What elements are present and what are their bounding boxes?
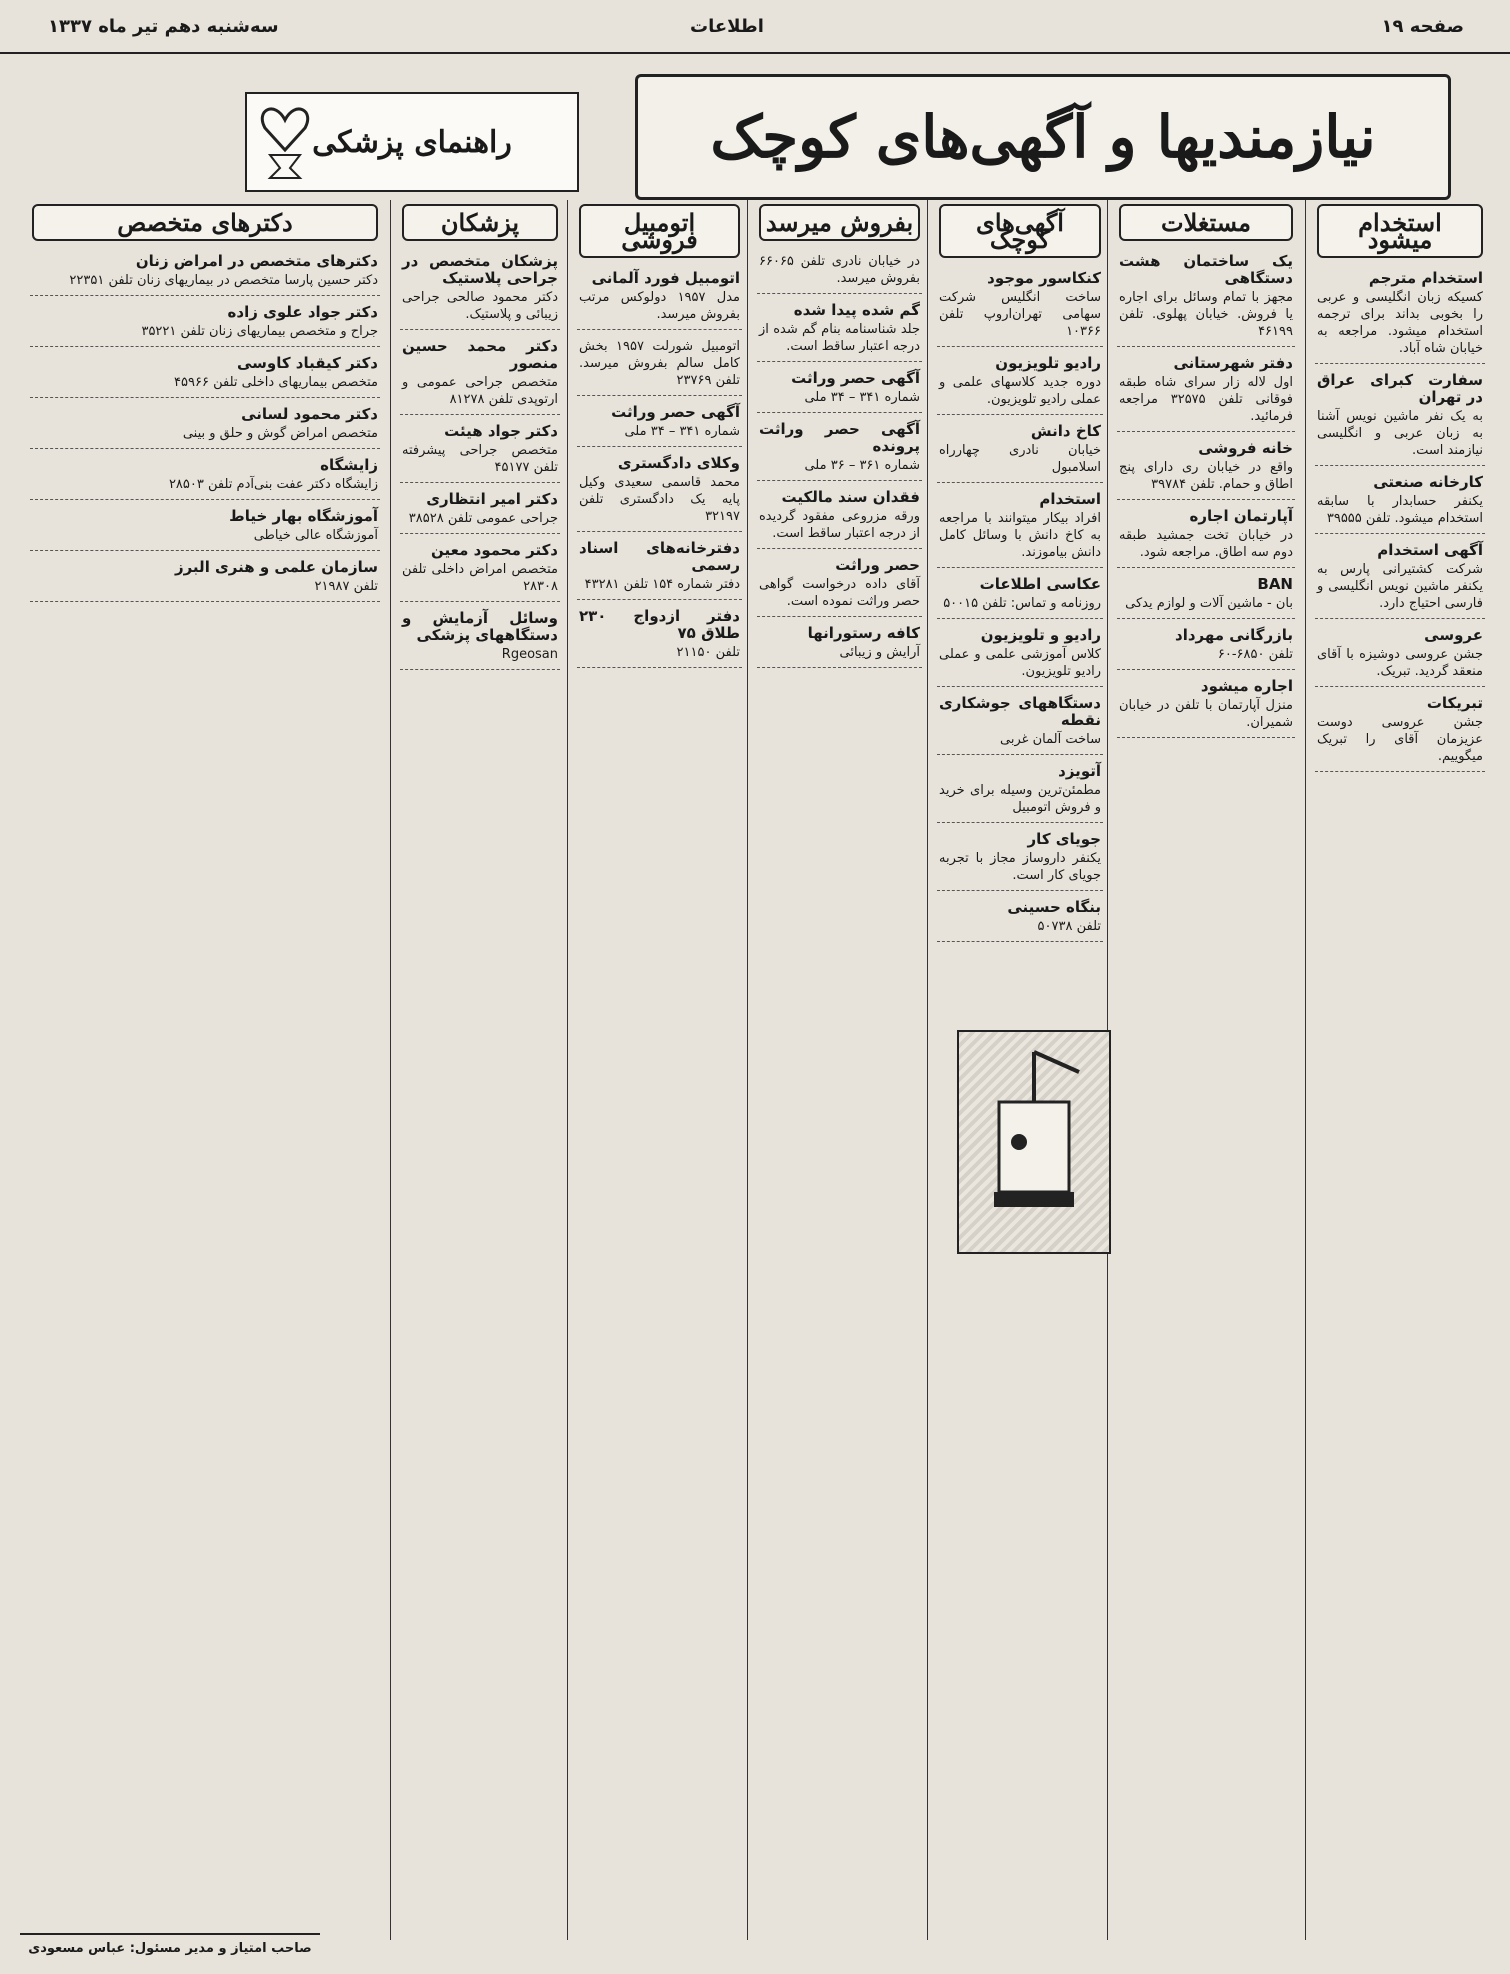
welding-machine-illustration: [957, 1030, 1111, 1254]
ad-body: کسیکه زبان انگلیسی و عربی را بخوبی بداند برای ترجمه استخدام میشود. مراجعه به خیابان شاه آباد.: [1317, 290, 1483, 356]
ad-heading: BAN: [1257, 575, 1293, 593]
classified-ad: [937, 691, 1103, 755]
ad-body: زایشگاه دکتر عفت بنی‌آدم تلفن ۲۸۵۰۳: [168, 477, 378, 492]
ad-body: تلفن ۲۱۱۵۰: [676, 645, 740, 660]
ad-body: مطمئن‌ترین وسیله برای خرید و فروش اتومبیل: [939, 783, 1101, 815]
classified-ad: [30, 453, 380, 500]
ad-body: دکتر محمود صالحی جراحی زیبائی و پلاستیک.: [402, 290, 558, 322]
ad-heading: کنکاسور موجود: [987, 269, 1101, 287]
ad-body: خیابان نادری چهارراه اسلامبول: [939, 443, 1101, 475]
ad-heading: آگهی حصر وراثت: [791, 369, 920, 387]
ad-body: جشن عروسی دوست عزیزمان آقای را تبریک میگوییم.: [1317, 715, 1483, 764]
classified-ad: [757, 621, 922, 668]
ad-body: جراحی عمومی تلفن ۳۸۵۲۸: [408, 511, 558, 526]
ad-body: متخصص امراض داخلی تلفن ۲۸۳۰۸: [402, 562, 558, 594]
classified-ad: [937, 572, 1103, 619]
column-physicians: [400, 200, 560, 1940]
ad-body: شماره ۳۴۱ – ۳۴ ملی: [804, 390, 920, 405]
classified-ad: [1117, 249, 1295, 347]
ad-heading: رادیو و تلویزیون: [980, 626, 1101, 644]
classified-ad: [1117, 623, 1295, 670]
ad-body: متخصص بیماریهای داخلی تلفن ۴۵۹۶۶: [174, 375, 378, 390]
classified-ad: [937, 623, 1103, 687]
classified-ad: [937, 351, 1103, 415]
classified-ad: [30, 555, 380, 602]
ad-body: متخصص جراحی پیشرفته تلفن ۴۵۱۷۷: [402, 443, 558, 475]
ad-body: ورقه مزروعی مفقود گردیده از درجه اعتبار ساقط است.: [759, 509, 920, 541]
ad-heading: آپارتمان اجاره: [1189, 507, 1293, 525]
classified-ad: [30, 300, 380, 347]
classified-ad: [1117, 436, 1295, 500]
ad-body: در خیابان تخت جمشید طبقه دوم سه اطاق. مراجعه شود.: [1119, 528, 1293, 560]
ad-body: در خیابان نادری تلفن ۶۶۰۶۵ بفروش میرسد.: [759, 254, 920, 286]
classified-ad: [400, 538, 560, 602]
ad-heading: وسائل آزمایش و دستگاههای پزشکی: [402, 609, 558, 644]
ad-heading: اتومبیل فورد آلمانی: [591, 269, 740, 287]
classified-ad: [1117, 572, 1295, 619]
ad-heading: عکاسی اطلاعات: [979, 575, 1101, 593]
column-cars: [577, 200, 742, 1940]
column-title: آگهی‌های کوچک: [939, 204, 1101, 258]
ad-body: متخصص جراحی عمومی و ارتوپدی تلفن ۸۱۲۷۸: [402, 375, 558, 407]
ad-heading: سازمان علمی و هنری البرز: [174, 558, 378, 576]
classified-ad: [937, 419, 1103, 483]
ad-body: جشن عروسی دوشیزه با آقای منعقد گردید. تبریک.: [1317, 647, 1483, 679]
column-title: پزشکان: [402, 204, 558, 241]
ad-body: متخصص امراض گوش و حلق و بینی: [182, 426, 378, 441]
ad-body: آموزشگاه عالی خیاطی: [253, 528, 378, 543]
classified-ad: [757, 298, 922, 362]
ad-body: روزنامه و تماس: تلفن ۵۰۰۱۵: [943, 596, 1101, 611]
column-real-estate: [1117, 200, 1295, 1940]
ad-heading: دکتر جواد هیئت: [444, 422, 558, 440]
footer-credit: صاحب امتیاز و مدیر مسئول: عباس مسعودی: [20, 1933, 320, 1956]
ad-heading: دکتر محمود لسانی: [241, 405, 378, 423]
classified-ad: [1117, 674, 1295, 738]
ad-body: آرایش و زیبائی: [839, 645, 920, 660]
classified-ad: [757, 417, 922, 481]
ad-heading: فقدان سند مالکیت: [781, 488, 920, 506]
issue-date: سه‌شنبه دهم تیر ماه ۱۳۳۷: [48, 16, 279, 37]
ad-heading: زایشگاه: [320, 456, 378, 474]
heart-icon: [255, 100, 315, 180]
ad-heading: دکتر امیر انتظاری: [426, 490, 558, 508]
classified-ad: [577, 451, 742, 532]
ad-heading: سفارت کبرای عراق در تهران: [1317, 371, 1483, 406]
ad-heading: وکلای دادگستری: [617, 454, 740, 472]
classified-ad: [400, 606, 560, 670]
classified-ad: [30, 504, 380, 551]
classifieds-banner: [635, 74, 1451, 200]
classified-ad: [757, 249, 922, 294]
ad-body: تلفن ۶۸۵۰-۶۰: [1217, 647, 1293, 662]
classified-ad: [577, 266, 742, 330]
classified-ad: [400, 419, 560, 483]
classified-ad: [757, 485, 922, 549]
ad-body: جلد شناسنامه بنام گم شده از درجه اعتبار ساقط است.: [759, 322, 920, 354]
ad-body: تلفن ۵۰۷۳۸: [1037, 919, 1101, 934]
classified-ad: [1315, 266, 1485, 364]
classified-ad: [30, 402, 380, 449]
ad-body: یکنفر حسابدار با سابقه استخدام میشود. تلفن ۳۹۵۵۵: [1317, 494, 1483, 526]
ad-heading: گم شده پیدا شده: [793, 301, 920, 319]
ad-heading: حصر وراثت: [835, 556, 920, 574]
medical-guide-text: راهنمای پزشکی: [312, 124, 512, 160]
classified-ad: [1315, 623, 1485, 687]
ad-body: شماره ۳۴۱ – ۳۴ ملی: [624, 424, 740, 439]
page-number: صفحه ۱۹: [1381, 16, 1464, 37]
classified-ad: [937, 759, 1103, 823]
ad-heading: خانه فروشی: [1198, 439, 1293, 457]
newspaper-title: اطلاعات: [690, 16, 764, 37]
ad-body: مدل ۱۹۵۷ دولوکس مرتب بفروش میرسد.: [579, 290, 740, 322]
ad-heading: بازرگانی مهرداد: [1175, 626, 1293, 644]
ad-heading: پزشکان متخصص در جراحی پلاستیک: [402, 252, 558, 287]
classified-ad: [937, 487, 1103, 568]
classified-ad: [1315, 538, 1485, 619]
medical-guide-logo: [245, 92, 579, 192]
ad-heading: دفتر شهرستانی: [1173, 354, 1293, 372]
ad-heading: اجاره میشود: [1200, 677, 1293, 695]
classified-ad: [30, 249, 380, 296]
ad-heading: بنگاه حسینی: [1007, 898, 1101, 916]
ad-body: اول لاله زار سرای شاه طبقه فوقانی تلفن ۳۲۵۷۵ مراجعه فرمائید.: [1119, 375, 1293, 424]
page-header: [0, 0, 1510, 54]
classified-ad: [757, 366, 922, 413]
column-title: دکترهای متخصص: [32, 204, 378, 241]
ad-body: دفتر شماره ۱۵۴ تلفن ۴۳۲۸۱: [584, 577, 740, 592]
welding-machine-icon: [959, 1032, 1109, 1252]
ad-heading: استخدام: [1039, 490, 1101, 508]
ad-heading: استخدام مترجم: [1368, 269, 1483, 287]
ad-body: مجهز با تمام وسائل برای اجاره یا فروش. خیابان پهلوی. تلفن ۴۶۱۹۹: [1119, 290, 1293, 339]
classified-ad: [577, 400, 742, 447]
classified-ad: [1315, 470, 1485, 534]
classified-ad: [1117, 351, 1295, 432]
ad-body: ساخت آلمان غربی: [1000, 732, 1101, 747]
classified-ad: [1315, 691, 1485, 772]
column-title: بفروش میرسد: [759, 204, 920, 241]
column-title: اتومبیل فروشی: [579, 204, 740, 258]
classified-ad: [757, 553, 922, 617]
ad-heading: کاخ دانش: [1030, 422, 1101, 440]
ad-body: محمد قاسمی سعیدی وکیل پایه یک دادگستری تلفن ۳۲۱۹۷: [579, 475, 740, 524]
ad-body: افراد بیکار میتوانند با مراجعه به کاخ دانش با وسائل کامل دانش بیاموزند.: [939, 511, 1101, 560]
classified-ad: [577, 334, 742, 396]
ad-heading: کارخانه صنعتی: [1373, 473, 1483, 491]
ad-body: کلاس آموزشی علمی و عملی رادیو تلویزیون.: [939, 647, 1101, 679]
classified-ad: [937, 266, 1103, 347]
column-employment: [1315, 200, 1485, 1940]
ad-heading: آگهی حصر وراثت پرونده: [759, 420, 920, 455]
ad-body: واقع در خیابان ری دارای پنج اطاق و حمام. تلفن ۳۹۷۸۴: [1119, 460, 1293, 492]
ad-heading: آگهی استخدام: [1377, 541, 1483, 559]
classified-ad: [577, 536, 742, 600]
ad-body: منزل آپارتمان با تلفن در خیابان شمیران.: [1119, 698, 1293, 730]
ad-heading: رادیو تلویزیون: [995, 354, 1101, 372]
ad-body: اتومبیل شورلت ۱۹۵۷ بخش کامل سالم بفروش میرسد. تلفن ۲۳۷۶۹: [579, 339, 741, 388]
ad-body: تلفن ۲۱۹۸۷: [314, 579, 378, 594]
banner-text: نیازمندیها و آگهی‌های کوچک: [710, 103, 1376, 171]
classified-ad: [1315, 368, 1485, 466]
ad-body: دوره جدید کلاسهای علمی و عملی رادیو تلویزیون.: [939, 375, 1101, 407]
ad-heading: آتویزد: [1058, 762, 1101, 780]
ad-heading: دکتر محمود معین: [431, 541, 558, 559]
ad-body: شرکت کشتیرانی پارس به یکنفر ماشین نویس انگلیسی و فارسی احتیاج دارد.: [1317, 562, 1483, 611]
classified-ad: [1117, 504, 1295, 568]
classified-ad: [30, 351, 380, 398]
ad-heading: عروسی: [1424, 626, 1483, 644]
ad-body: ساخت انگلیس شرکت سهامی تهران‌اروپ تلفن ۱۰۳۶۶: [939, 290, 1101, 339]
ad-heading: دکترهای متخصص در امراض زنان: [135, 252, 378, 270]
ad-body: شماره ۳۶۱ – ۳۶ ملی: [804, 458, 920, 473]
classified-ad: [937, 895, 1103, 942]
ad-heading: آگهی حصر وراثت: [611, 403, 740, 421]
classified-ad: [400, 249, 560, 330]
ad-heading: دکتر جواد علوی زاده: [227, 303, 378, 321]
ad-body: به یک نفر ماشین نویس آشنا به زبان عربی و انگلیسی نیازمند است.: [1317, 409, 1483, 458]
classified-ad: [400, 334, 560, 415]
ad-body: یکنفر داروساز مجاز با تجربه جویای کار است.: [939, 851, 1101, 883]
ad-body: دکتر حسین پارسا متخصص در بیماریهای زنان تلفن ۲۲۳۵۱: [69, 273, 378, 288]
ad-heading: یک ساختمان هشت دستگاهی: [1119, 252, 1293, 287]
ad-heading: جویای کار: [1027, 830, 1101, 848]
classified-ad: [400, 487, 560, 534]
column-title: مستغلات: [1119, 204, 1293, 241]
ad-heading: کافه رستورانها: [807, 624, 920, 642]
ad-body: آقای داده درخواست گواهی حصر وراثت نموده است.: [759, 577, 920, 609]
ad-heading: دکتر کیقباد کاوسی: [236, 354, 378, 372]
ad-heading: دستگاههای جوشکاری نقطه: [939, 694, 1101, 729]
column-title: استخدام میشود: [1317, 204, 1483, 258]
ad-heading: تبریکات: [1426, 694, 1483, 712]
classified-ad: [937, 827, 1103, 891]
classified-ad: [577, 604, 742, 668]
column-for-sale: [757, 200, 922, 1940]
column-specialists: [30, 200, 380, 1940]
ad-heading: دفتر ازدواج ۲۳۰ طلاق ۷۵: [579, 607, 740, 642]
ad-heading: دکتر محمد حسین منصور: [402, 337, 558, 372]
ad-heading: آموزشگاه بهار خیاط: [229, 507, 378, 525]
ad-heading: دفترخانه‌های اسناد رسمی: [579, 539, 740, 574]
ad-body: بان - ماشین آلات و لوازم یدکی: [1125, 596, 1293, 611]
ad-body: Rgeosan: [501, 647, 558, 662]
ad-body: جراح و متخصص بیماریهای زنان تلفن ۳۵۲۲۱: [141, 324, 378, 339]
